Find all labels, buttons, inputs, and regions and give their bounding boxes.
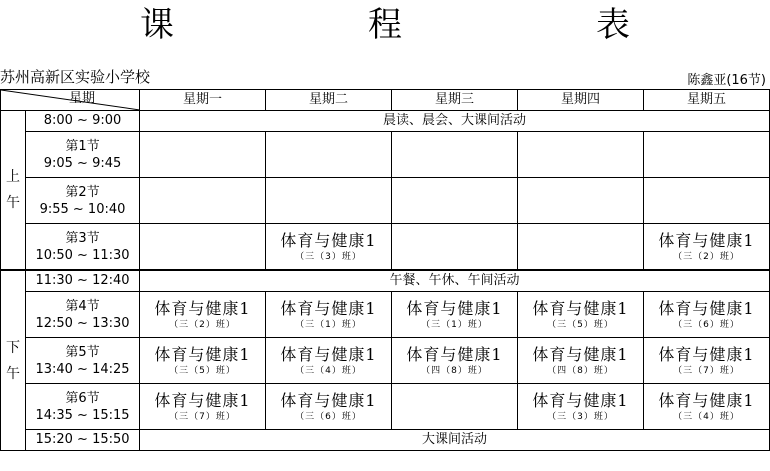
class-name: （三（7）班） (673, 366, 740, 376)
class-name: （三（2）班） (673, 252, 740, 262)
lesson-cell (392, 384, 518, 430)
class-name: （三（5）班） (169, 366, 236, 376)
activity-time: 11:30 ~ 12:40 (26, 270, 140, 292)
lesson-cell (518, 224, 644, 271)
class-name: （三（4）班） (295, 366, 362, 376)
class-name: （四（8）班） (421, 366, 488, 376)
course-name: 体育与健康1 (532, 345, 629, 364)
noon-activity-row (1, 270, 770, 292)
period-slot (26, 224, 140, 271)
period-time: 13:40 ~ 14:25 (35, 361, 130, 377)
lesson-cell (518, 178, 644, 224)
period-name: 第1节 (65, 138, 100, 154)
course-name: 体育与健康1 (658, 345, 755, 364)
lesson-cell (266, 384, 392, 430)
lesson-cell (140, 384, 266, 430)
day-header: 星期三 (392, 90, 518, 111)
class-name: （四（8）班） (547, 366, 614, 376)
teacher-name: 陈鑫亚(16节) (687, 73, 766, 88)
period-name: 第2节 (65, 184, 100, 200)
lesson-cell (392, 338, 518, 384)
course-name: 体育与健康1 (154, 345, 251, 364)
lesson-cell (266, 338, 392, 384)
day-header: 星期五 (644, 90, 770, 111)
class-name: （三（1）班） (295, 320, 362, 330)
course-name: 体育与健康1 (658, 299, 755, 318)
course-name: 体育与健康1 (406, 299, 503, 318)
period-row (1, 178, 770, 224)
lesson-cell (644, 292, 770, 338)
period-name: 第5节 (65, 344, 100, 360)
course-name: 体育与健康1 (280, 391, 377, 410)
period-row (1, 132, 770, 178)
activity-text: 大课间活动 (140, 430, 770, 451)
lesson-cell (140, 292, 266, 338)
class-name: （三（3）班） (295, 252, 362, 262)
period-time: 9:05 ~ 9:45 (43, 155, 122, 171)
course-name: 体育与健康1 (280, 231, 377, 250)
period-slot (26, 132, 140, 178)
day-header: 星期二 (266, 90, 392, 111)
lesson-cell (140, 132, 266, 178)
course-name: 体育与健康1 (154, 299, 251, 318)
period-slot (26, 178, 140, 224)
period-slot (26, 292, 140, 338)
course-name: 体育与健康1 (280, 345, 377, 364)
afternoon-activity-row (1, 430, 770, 451)
class-name: （三（4）班） (673, 412, 740, 422)
half-label-am: 上午 (6, 169, 20, 211)
activity-time: 15:20 ~ 15:50 (26, 430, 140, 451)
lesson-cell (140, 338, 266, 384)
period-time: 12:50 ~ 13:30 (35, 315, 130, 331)
morning-activity-row (1, 111, 770, 132)
corner-label: 星期 (68, 91, 95, 106)
lesson-cell (392, 292, 518, 338)
page-title: 课 程 表 (140, 5, 710, 45)
day-header: 星期四 (518, 90, 644, 111)
course-name: 体育与健康1 (658, 231, 755, 250)
half-label-pm: 下午 (6, 339, 20, 382)
period-row (1, 338, 770, 384)
period-row (1, 292, 770, 338)
lesson-cell (392, 132, 518, 178)
lesson-cell (392, 178, 518, 224)
activity-text: 晨读、晨会、大课间活动 (140, 111, 770, 132)
period-row (1, 384, 770, 430)
lesson-cell (644, 224, 770, 271)
lesson-cell (644, 338, 770, 384)
course-name: 体育与健康1 (532, 391, 629, 410)
timetable (0, 89, 770, 451)
lesson-cell (518, 338, 644, 384)
period-time: 14:35 ~ 15:15 (35, 407, 130, 423)
class-name: （三（5）班） (547, 320, 614, 330)
course-name: 体育与健康1 (154, 391, 251, 410)
activity-time: 8:00 ~ 9:00 (26, 111, 140, 132)
class-name: （三（1）班） (421, 320, 488, 330)
class-name: （三（7）班） (169, 412, 236, 422)
class-name: （三（6）班） (673, 320, 740, 330)
period-row (1, 224, 770, 271)
morning-label (1, 111, 26, 271)
period-name: 第3节 (65, 230, 100, 246)
corner-cell (1, 90, 140, 111)
lesson-cell (518, 384, 644, 430)
afternoon-label (1, 270, 26, 451)
day-header: 星期一 (140, 90, 266, 111)
lesson-cell (266, 292, 392, 338)
course-name: 体育与健康1 (406, 345, 503, 364)
course-name: 体育与健康1 (532, 299, 629, 318)
lesson-cell (266, 178, 392, 224)
lesson-cell (266, 224, 392, 271)
lesson-cell (392, 224, 518, 271)
school-name: 苏州高新区实验小学校 (0, 68, 151, 86)
period-time: 9:55 ~ 10:40 (39, 201, 126, 217)
lesson-cell (140, 178, 266, 224)
lesson-cell (518, 292, 644, 338)
lesson-cell (644, 132, 770, 178)
lesson-cell (140, 224, 266, 271)
period-slot (26, 384, 140, 430)
period-name: 第4节 (65, 298, 100, 314)
period-slot (26, 338, 140, 384)
course-name: 体育与健康1 (658, 391, 755, 410)
class-name: （三（6）班） (295, 412, 362, 422)
period-name: 第6节 (65, 390, 100, 406)
period-time: 10:50 ~ 11:30 (35, 247, 130, 263)
lesson-cell (518, 132, 644, 178)
header-row (1, 90, 770, 111)
lesson-cell (266, 132, 392, 178)
lesson-cell (644, 384, 770, 430)
class-name: （三（3）班） (547, 412, 614, 422)
course-name: 体育与健康1 (280, 299, 377, 318)
class-name: （三（2）班） (169, 320, 236, 330)
activity-text: 午餐、午休、午间活动 (140, 270, 770, 292)
lesson-cell (644, 178, 770, 224)
